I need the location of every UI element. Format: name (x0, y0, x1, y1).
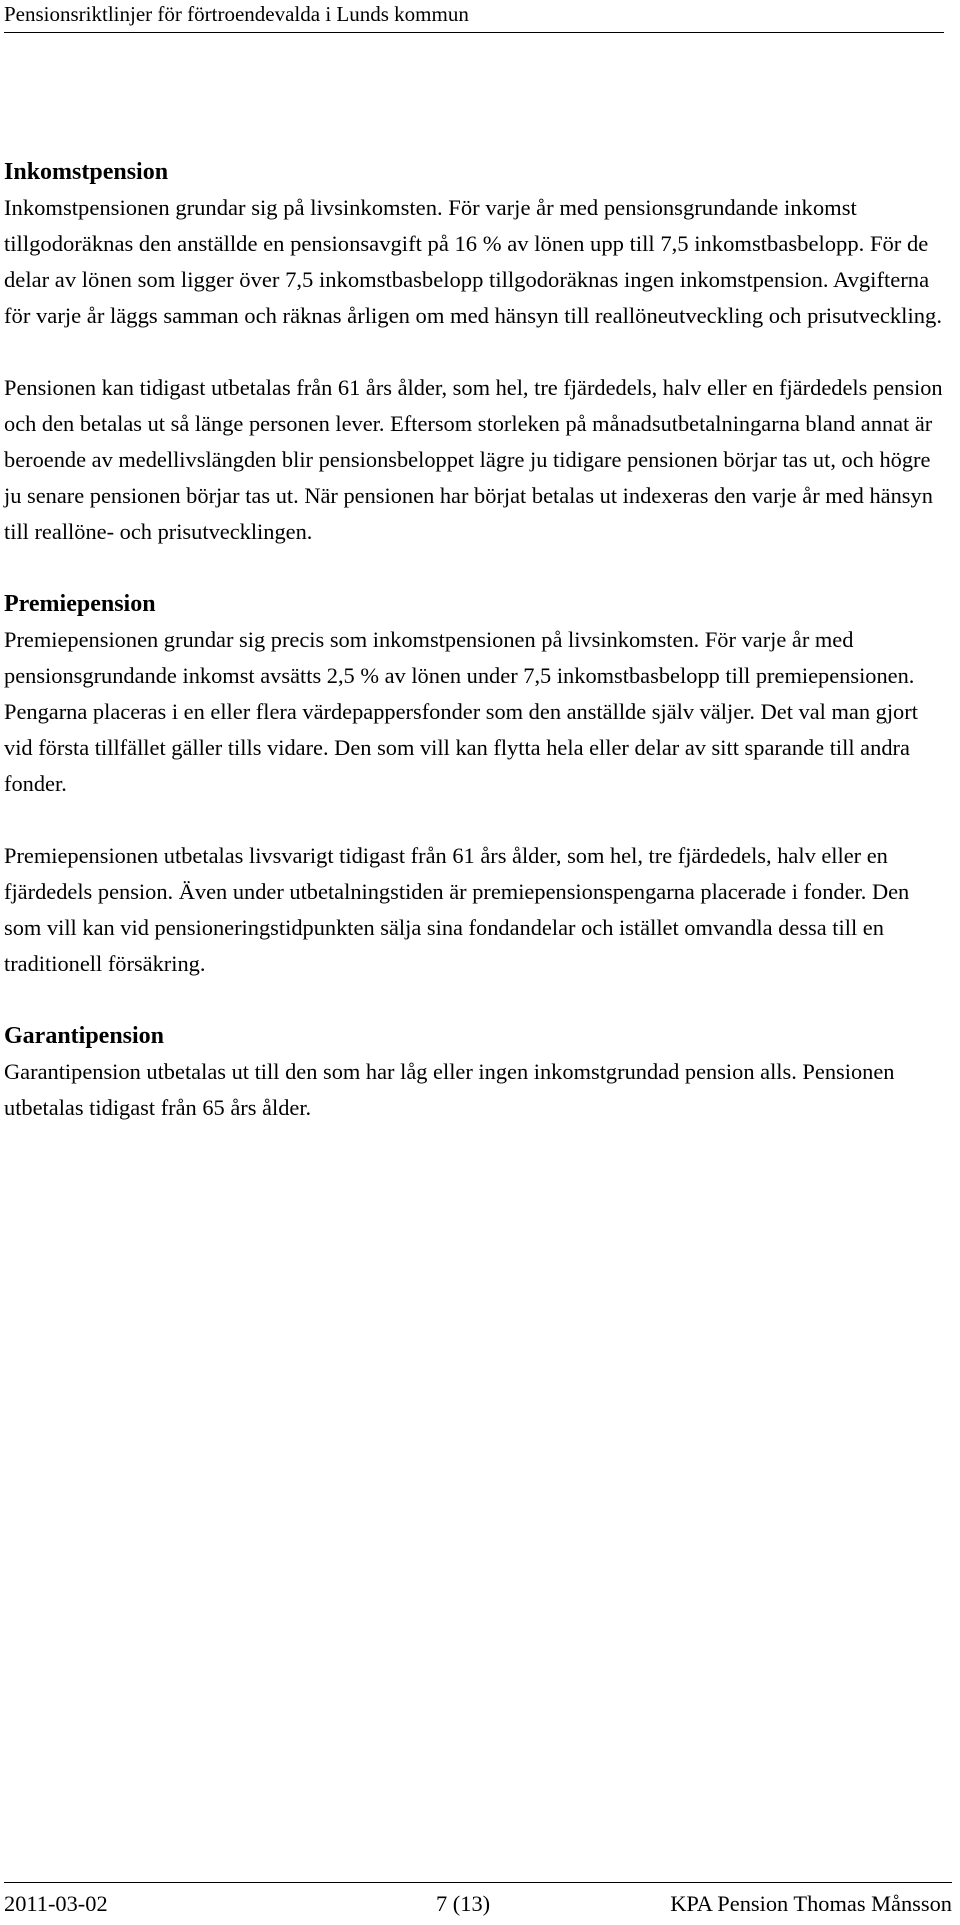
section-spacer (4, 982, 952, 1018)
paragraph-spacer (4, 334, 952, 370)
page-footer (4, 1882, 952, 1923)
document-body (4, 154, 952, 1126)
section-garantipension (4, 1018, 952, 1126)
section-inkomstpension (4, 154, 952, 550)
premiepension-paragraph-1: Premiepensionen grundar sig precis som inkomstpensionen på livsinkomsten. För varje år med pensionsgrundande inkomst avsätts 2,5 % av lönen under 7,5 inkomstbasbelopp till premiepensionen. Pengarna placeras i en eller flera värdepappersfonder som den anställde själv väljer. Det val man gjort vid första tillfället gäller tills vidare. Den som vill kan flytta hela eller delar av sitt sparande till andra fonder. (4, 627, 918, 796)
footer-page-number: 7 (13) (436, 1891, 491, 1916)
section-title-inkomstpension: Inkomstpension (4, 159, 169, 185)
premiepension-paragraph-2: Premiepensionen utbetalas livsvarigt tidigast från 61 års ålder, som hel, tre fjärdedels, halv eller en fjärdedels pension. Även under utbetalningstiden är premiepensionspengarna placerade i fonder. Den som vill kan vid pensioneringstidpunkten sälja sina fondandelar och istället omvandla dessa till en traditionell försäkring. (4, 843, 910, 976)
document-title: Pensionsriktlinjer för förtroendevalda i Lunds kommun (4, 2, 469, 26)
section-spacer (4, 550, 952, 586)
paragraph-spacer (4, 802, 952, 838)
garantipension-paragraph-1: Garantipension utbetalas ut till den som har låg eller ingen inkomstgrundad pension alls. Pensionen utbetalas tidigast från 65 års ålder. (4, 1059, 895, 1120)
section-title-premiepension: Premiepension (4, 591, 156, 617)
section-title-garantipension: Garantipension (4, 1023, 165, 1049)
footer-author: KPA Pension Thomas Månsson (670, 1891, 952, 1916)
section-premiepension (4, 586, 952, 982)
inkomstpension-paragraph-2: Pensionen kan tidigast utbetalas från 61 års ålder, som hel, tre fjärdedels, halv eller en fjärdedels pension och den betalas ut så länge personen lever. Eftersom storleken på månadsutbetalningarna bland annat är beroende av medellivslängden blir pensionsbeloppet lägre ju tidigare pensionen börjar tas ut, och högre ju senare pensionen börjar tas ut. När pensionen har börjat betalas ut indexeras den varje år med hänsyn till reallöne- och prisutvecklingen. (4, 375, 943, 544)
footer-date: 2011-03-02 (4, 1891, 108, 1916)
page-header (4, 0, 944, 33)
inkomstpension-paragraph-1: Inkomstpensionen grundar sig på livsinkomsten. För varje år med pensionsgrundande inkomst tillgodoräknas den anställde en pensionsavgift på 16 % av lönen upp till 7,5 inkomstbasbelopp. För de delar av lönen som ligger över 7,5 inkomstbasbelopp tillgodoräknas ingen inkomstpension. Avgifterna för varje år läggs samman och räknas årligen om med hänsyn till reallöneutveckling och prisutveckling. (4, 195, 942, 328)
